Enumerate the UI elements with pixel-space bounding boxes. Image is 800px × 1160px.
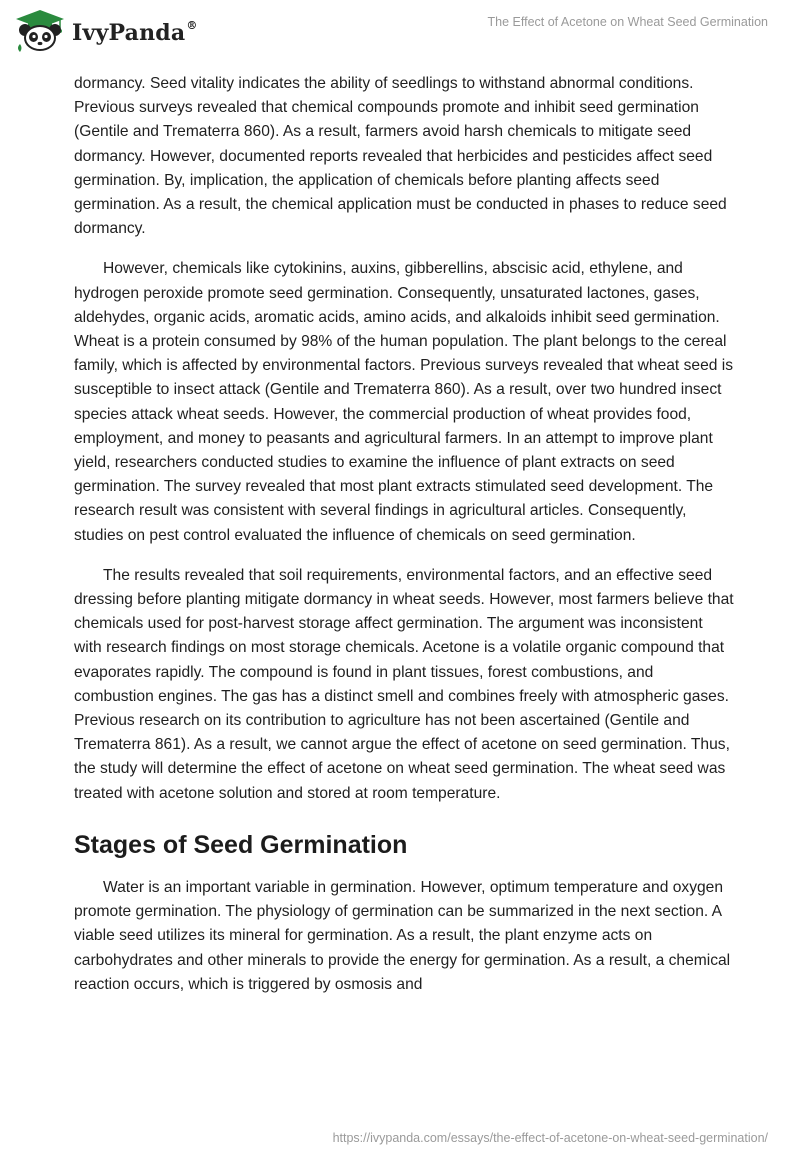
section-heading: Stages of Seed Germination bbox=[74, 830, 408, 859]
paragraph: However, chemicals like cytokinins, auxins, gibberellins, abscisic acid, ethylene, and hydrogen peroxide promote seed germination. Consequently, unsaturated lactones, gases, aldehydes, organic acids, aromatic acids, amino acids, and alkaloids inhibit seed germination. Wheat is a protein consumed by 98% of the human population. The plant belongs to the cereal family, which is affected by environmental factors. Previous surveys revealed that wheat seed is susceptible to insect attack (Gentile and Trematerra 860). As a result, over two hundred insect species attack wheat seeds. However, the commercial production of wheat provides food, employment, and money to peasants and agricultural farmers. In an attempt to improve plant yield, researchers conducted studies to examine the influence of plant extracts on seed germination. The survey revealed that most plant extracts stimulated seed development. The research result was consistent with several findings in agricultural articles. Consequently, studies on pest control evaluated the influence of chemicals on seed germination. bbox=[74, 260, 734, 544]
paragraph-continued: dormancy. Seed vitality indicates the ability of seedlings to withstand abnormal conditions. Previous surveys revealed that chemical compounds promote and inhibit seed germination (Gentile and Trematerra 860). As a result, farmers avoid harsh chemicals to mitigate seed dormancy. However, documented reports revealed that herbicides and pesticides affect seed germination. By, implication, the application of chemicals before planting affects seed germination. As a result, the chemical application must be conducted in phases to reduce seed dormancy. bbox=[74, 75, 727, 238]
paragraph: The results revealed that soil requirements, environmental factors, and an effective seed dressing before planting mitigate dormancy in wheat seeds. However, most farmers believe that chemicals used for post-harvest storage affect germination. The argument was inconsistent with research findings on most storage chemicals. Acetone is a volatile organic compound that evaporates rapidly. The compound is found in plant tissues, forest combustions, and combustion engines. The gas has a distinct smell and combines freely with atmospheric gases. Previous research on its contribution to agriculture has not been ascertained (Gentile and Trematerra 861). As a result, we cannot argue the effect of acetone on seed germination. Thus, the study will determine the effect of acetone on wheat seed germination. The wheat seed was treated with acetone solution and stored at room temperature. bbox=[74, 566, 734, 802]
panda-graduate-icon bbox=[14, 8, 66, 52]
essay-content bbox=[74, 72, 734, 1013]
paragraph: Water is an important variable in germination. However, optimum temperature and oxygen promote germination. The physiology of germination can be summarized in the next section. A viable seed utilizes its mineral for germination. As a result, the plant enzyme acts on carbohydrates and other minerals to provide the energy for germination. As a result, a chemical reaction occurs, which is triggered by osmosis and bbox=[74, 878, 731, 993]
document-title: The Effect of Acetone on Wheat Seed Germination bbox=[487, 15, 768, 29]
logo-text: IvyPanda bbox=[72, 20, 186, 46]
source-url[interactable]: https://ivypanda.com/essays/the-effect-of-acetone-on-wheat-seed-germination/ bbox=[332, 1131, 768, 1145]
registered-mark: ® bbox=[186, 18, 198, 32]
logo-wordmark bbox=[72, 20, 198, 46]
page-header bbox=[0, 0, 800, 70]
site-logo[interactable] bbox=[14, 8, 198, 52]
